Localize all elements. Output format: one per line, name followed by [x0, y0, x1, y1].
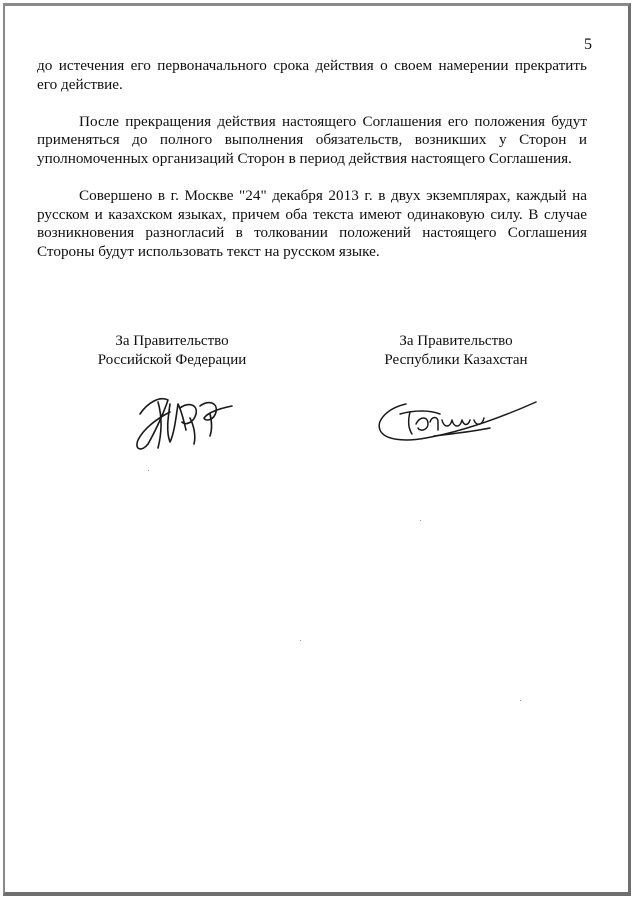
paragraph-termination: После прекращения действия настоящего Соглашения его положения будут применяться до полного выполнения обязательств, возникших у Сторон и уполномоченных организаций Сторон в период действия настоящего Соглашения. [37, 112, 587, 167]
page-number: 5 [584, 36, 592, 53]
paragraph-done-at: Совершено в г. Москве "24" декабря 2013 г. в двух экземплярах, каждый на русском и казахском языках, причем оба текста имеют одинаковую силу. В случае возникновения разногласий в толковании положений настоящего Соглашения Стороны будут использовать текст на русском языке. [37, 187, 587, 260]
signatory-kazakhstan-line2: Республики Казахстан [384, 352, 528, 368]
signature-russia [118, 382, 238, 462]
paragraph-continuation: до истечения его первоначального срока действия о своем намерении прекратить его действие. [37, 57, 587, 93]
signatory-russia-line1: За Правительство [115, 333, 229, 349]
agreement-text [37, 57, 587, 280]
signature-kazakhstan [370, 392, 540, 452]
signatory-kazakhstan-line1: За Правительство [399, 333, 513, 349]
signatory-kazakhstan [356, 332, 556, 370]
signatory-russia-line2: Российской Федерации [97, 352, 247, 368]
signatory-russia [72, 332, 272, 370]
